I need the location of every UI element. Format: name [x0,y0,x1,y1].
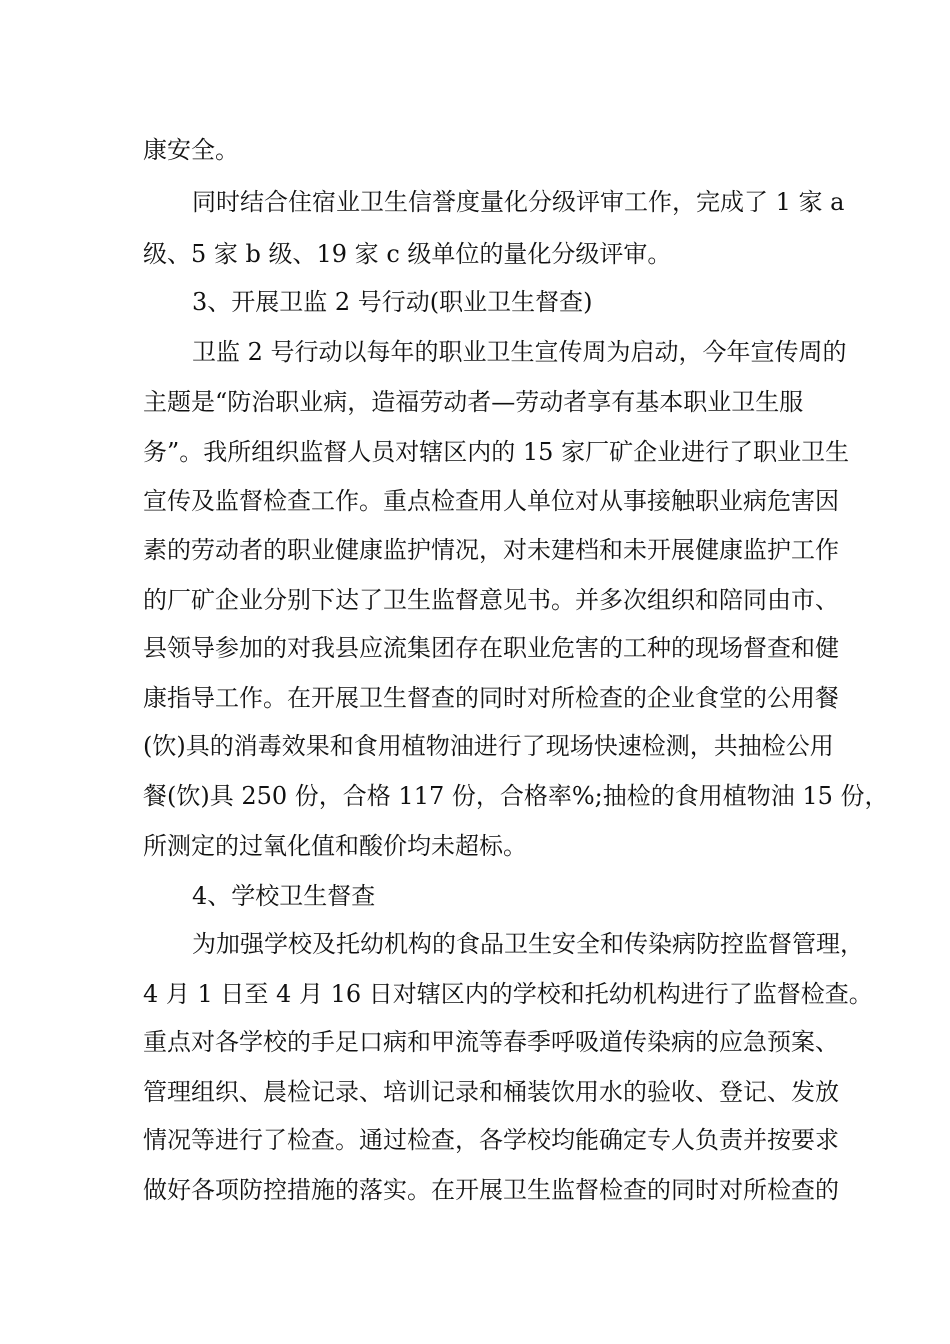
text-line-17: 为加强学校及托幼机构的食品卫生安全和传染病防控监督管理， [192,930,864,958]
text-line-18: 4 月 1 日至 4 月 16 日对辖区内的学校和托幼机构进行了监督检查。 [143,980,873,1008]
text-line-19: 重点对各学校的手足口病和甲流等春季呼吸道传染病的应急预案、 [143,1028,839,1056]
text-line-6: 主题是“防治职业病，造福劳动者—劳动者享有基本职业卫生服 [143,388,804,416]
text-line-10: 的厂矿企业分别下达了卫生监督意见书。并多次组织和陪同由市、 [143,586,839,614]
text-line-7: 务”。我所组织监督人员对辖区内的 15 家厂矿企业进行了职业卫生 [143,438,850,466]
section-heading-3: 3、开展卫监 2 号行动(职业卫生督查) [192,288,593,316]
text-line-20: 管理组织、晨检记录、培训记录和桶装饮用水的验收、登记、发放 [143,1078,839,1106]
text-line-22: 做好各项防控措施的落实。在开展卫生监督检查的同时对所检查的 [143,1176,839,1204]
text-line-11: 县领导参加的对我县应流集团存在职业危害的工种的现场督查和健 [143,634,839,662]
text-line-3: 级、5 家 b 级、19 家 c 级单位的量化分级评审。 [143,240,672,268]
section-heading-4: 4、学校卫生督查 [192,882,376,910]
text-line-12: 康指导工作。在开展卫生督查的同时对所检查的企业食堂的公用餐 [143,684,839,712]
text-line-2: 同时结合住宿业卫生信誉度量化分级评审工作，完成了 1 家 a [192,188,845,216]
text-line-8: 宣传及监督检查工作。重点检查用人单位对从事接触职业病危害因 [143,487,839,515]
text-line-13: (饮)具的消毒效果和食用植物油进行了现场快速检测，共抽检公用 [143,732,834,760]
text-line-21: 情况等进行了检查。通过检查，各学校均能确定专人负责并按要求 [143,1126,839,1154]
text-line-9: 素的劳动者的职业健康监护情况，对未建档和未开展健康监护工作 [143,536,839,564]
text-line-15: 所测定的过氧化值和酸价均未超标。 [143,832,527,860]
text-line-1: 康安全。 [143,136,239,164]
text-line-14: 餐(饮)具 250 份，合格 117 份，合格率%;抽检的食用植物油 15 份， [143,782,889,810]
text-line-5: 卫监 2 号行动以每年的职业卫生宣传周为启动，今年宣传周的 [192,338,847,366]
